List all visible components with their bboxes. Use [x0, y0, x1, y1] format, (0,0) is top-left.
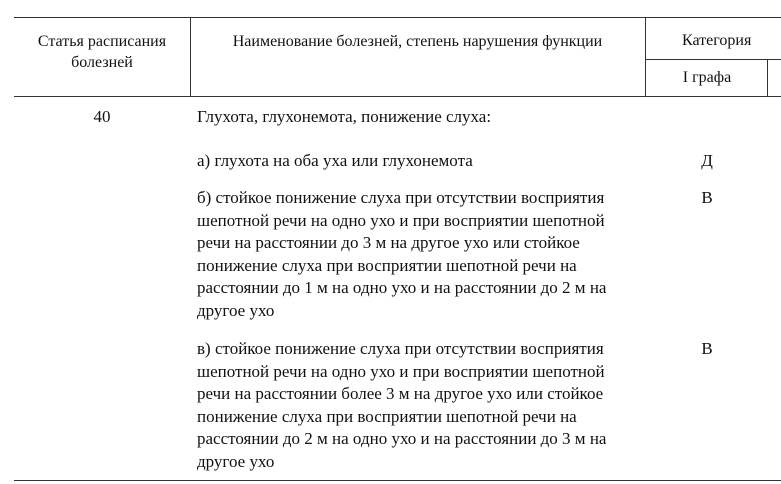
category-item-c: В — [701, 339, 713, 358]
row-title: Глухота, глухонемота, понижение слуха: — [197, 107, 492, 126]
category-subheader-rule — [645, 59, 781, 60]
column-divider-2 — [645, 17, 646, 96]
category-subcolumn-divider — [767, 59, 768, 96]
row-item-a: а) глухота на оба уха или глухонемота — [197, 151, 473, 170]
article-number: 40 — [93, 107, 111, 126]
header-category: Категория — [682, 32, 752, 49]
header-disease-name: Наименование болезней, степень нарушения функции — [232, 33, 603, 50]
header-graph-1: I графа — [682, 69, 732, 86]
table-bottom-rule — [14, 480, 781, 481]
header-article: Статья расписания болезней — [37, 33, 167, 71]
table-top-border — [14, 17, 781, 18]
row-item-c: в) стойкое понижение слуха при отсутствии восприятия шепотной речи на одно ухо и при восприятии шепотной речи на расстоянии более 3 м на другое ухо или стойкое понижение слуха при восприятии шепотной речи на расстоянии до 2 м на одно ухо и на расстоянии до 3 м на другое ухо — [197, 339, 607, 471]
row-item-b: б) стойкое понижение слуха при отсутствии восприятия шепотной речи на одно ухо и при восприятии шепотной речи на расстоянии до 3 м на другое ухо или стойкое понижение слуха при восприятии шепотной речи на расстоянии до 1 м на одно ухо и на расстоянии до 2 м на другое ухо — [197, 188, 607, 320]
category-item-a: Д — [701, 151, 713, 170]
column-divider-1 — [190, 17, 191, 96]
category-item-b: В — [701, 188, 713, 207]
header-bottom-rule — [14, 96, 781, 97]
